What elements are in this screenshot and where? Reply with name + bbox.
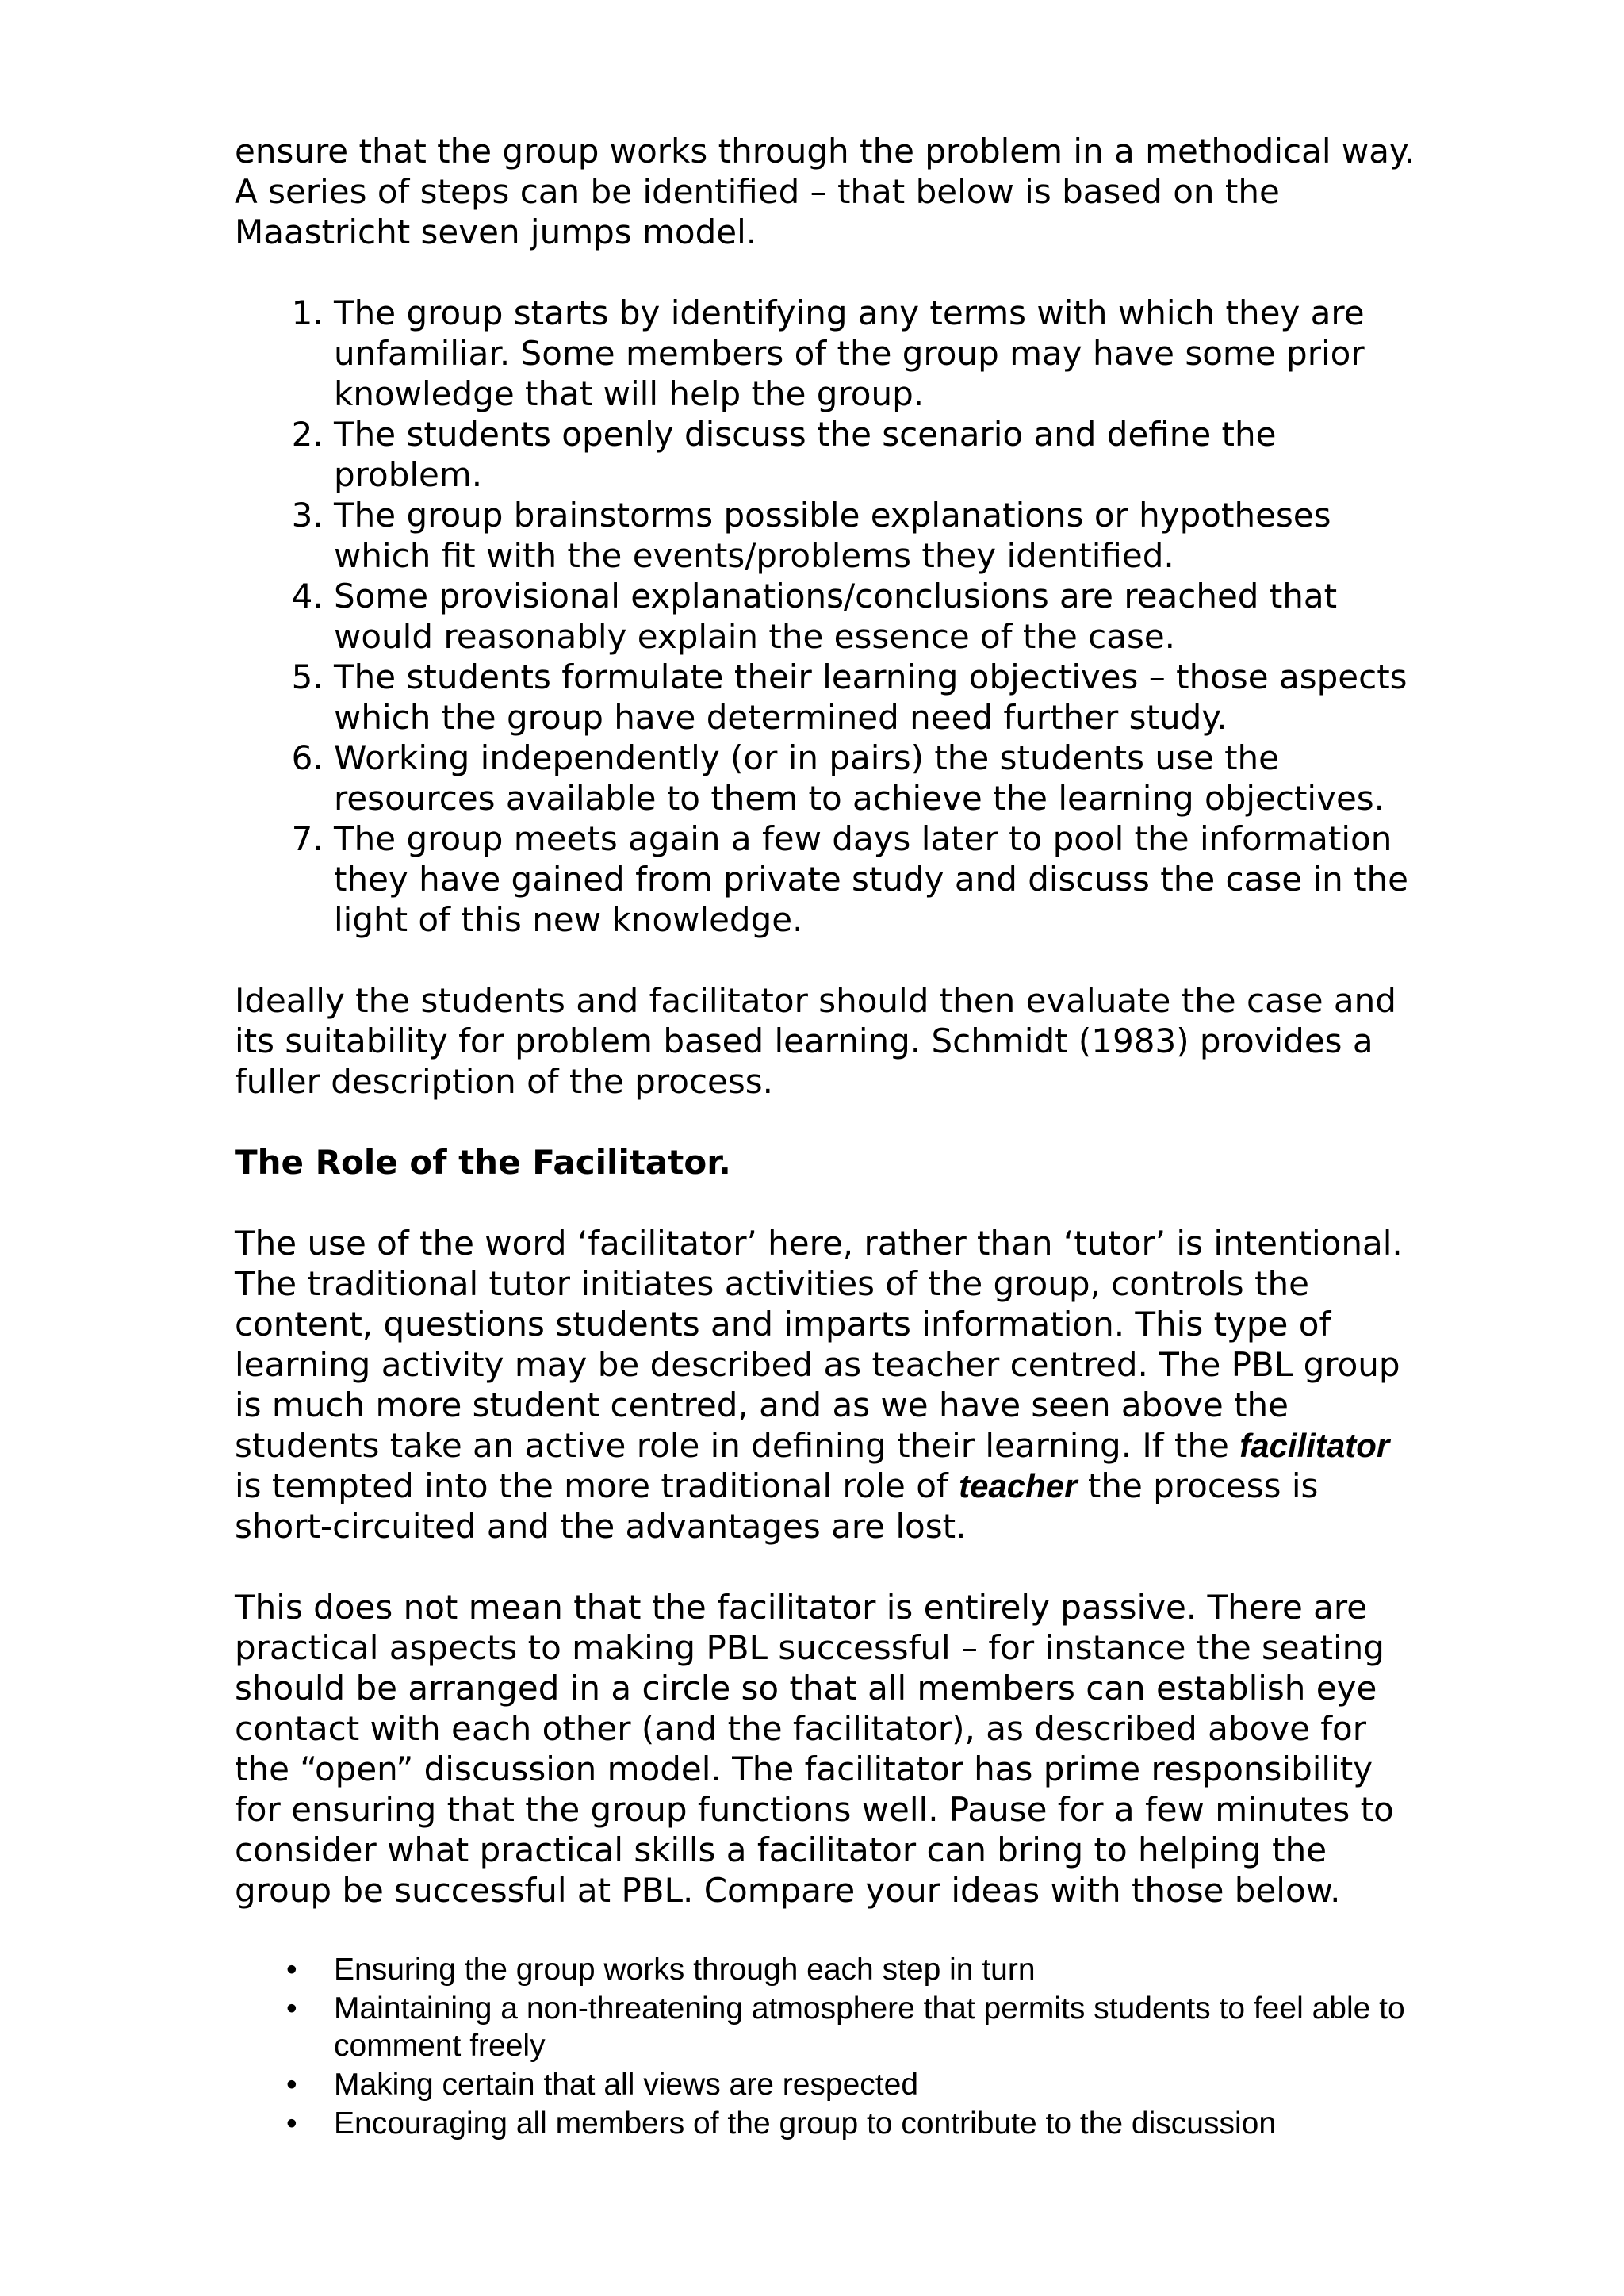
role-text-1: The use of the word ‘facilitator’ here, rather than ‘tutor’ is intentional. The traditional tutor initiates activities of the group, controls the content, questions students and imparts information. This type of learning activity may be described as teacher centred. The PBL group is much more student centred, and as we have seen above the students take an active role in defining their learning. If the — [235, 1224, 1403, 1465]
step-item: 1. The group starts by identifying any terms with which they are unfamiliar. Some members of the group may have some prior knowledge that will help the group. — [334, 293, 1424, 414]
list-item — [235, 1990, 1424, 2064]
role-text-3: the process is short-circuited and the advantages are lost. — [235, 1466, 1319, 1546]
list-item-text: Making certain that all views are respected — [334, 2068, 919, 2102]
document-page — [235, 131, 1424, 2144]
step-item: 3. The group brainstorms possible explanations or hypotheses which fit with the events/problems they identified. — [334, 495, 1424, 576]
list-item — [235, 1951, 1424, 1988]
ideally-paragraph: Ideally the students and facilitator should then evaluate the case and its suitability for problem based learning. Schmidt (1983) provides a fuller description of the process. — [235, 981, 1396, 1101]
facilitator-emphasis: facilitator — [1239, 1427, 1390, 1464]
intro-paragraph: ensure that the group works through the problem in a methodical way. A series of steps can be identified – that below is based on the Maastricht seven jumps model. — [235, 132, 1415, 251]
step-item: 2. The students openly discuss the scenario and define the problem. — [334, 414, 1424, 495]
role-text-2: is tempted into the more traditional role of — [235, 1466, 959, 1505]
bullet-icon: • — [286, 1991, 297, 2026]
list-item-text: Encouraging all members of the group to contribute to the discussion — [334, 2106, 1277, 2141]
list-item — [235, 2066, 1424, 2103]
bullet-icon: • — [286, 2106, 297, 2141]
list-item-text: Maintaining a non-threatening atmosphere that permits students to feel able to comment freely — [334, 1991, 1405, 2063]
step-item: 5. The students formulate their learning objectives – those aspects which the group have determined need further study. — [334, 657, 1424, 738]
not-passive-paragraph: This does not mean that the facilitator is entirely passive. There are practical aspects to making PBL successful – for instance the seating should be arranged in a circle so that all members can establish eye contact with each other (and the facilitator), as described above for the “open” discussion model. The facilitator has prime responsibility for ensuring that the group functions well. Pause for a few minutes to consider what practical skills a facilitator can bring to helping the group be successful at PBL. Compare your ideas with those below. — [235, 1588, 1394, 1910]
bullet-icon: • — [286, 2068, 297, 2102]
list-item — [235, 2105, 1424, 2142]
teacher-emphasis: teacher — [959, 1467, 1078, 1504]
role-paragraph — [235, 1223, 1424, 1547]
step-item: 4. Some provisional explanations/conclusions are reached that would reasonably explain the essence of the case. — [334, 576, 1424, 657]
seven-jumps-list — [235, 293, 1424, 940]
list-item-text: Ensuring the group works through each step in turn — [334, 1953, 1036, 1987]
step-item: 6. Working independently (or in pairs) the students use the resources available to them to achieve the learning objectives. — [334, 738, 1424, 818]
bullet-icon: • — [286, 1953, 297, 1987]
facilitator-skills-list — [235, 1951, 1424, 2142]
section-heading: The Role of the Facilitator. — [235, 1143, 731, 1182]
step-item: 7. The group meets again a few days later to pool the information they have gained from private study and discuss the case in the light of this new knowledge. — [334, 818, 1424, 940]
